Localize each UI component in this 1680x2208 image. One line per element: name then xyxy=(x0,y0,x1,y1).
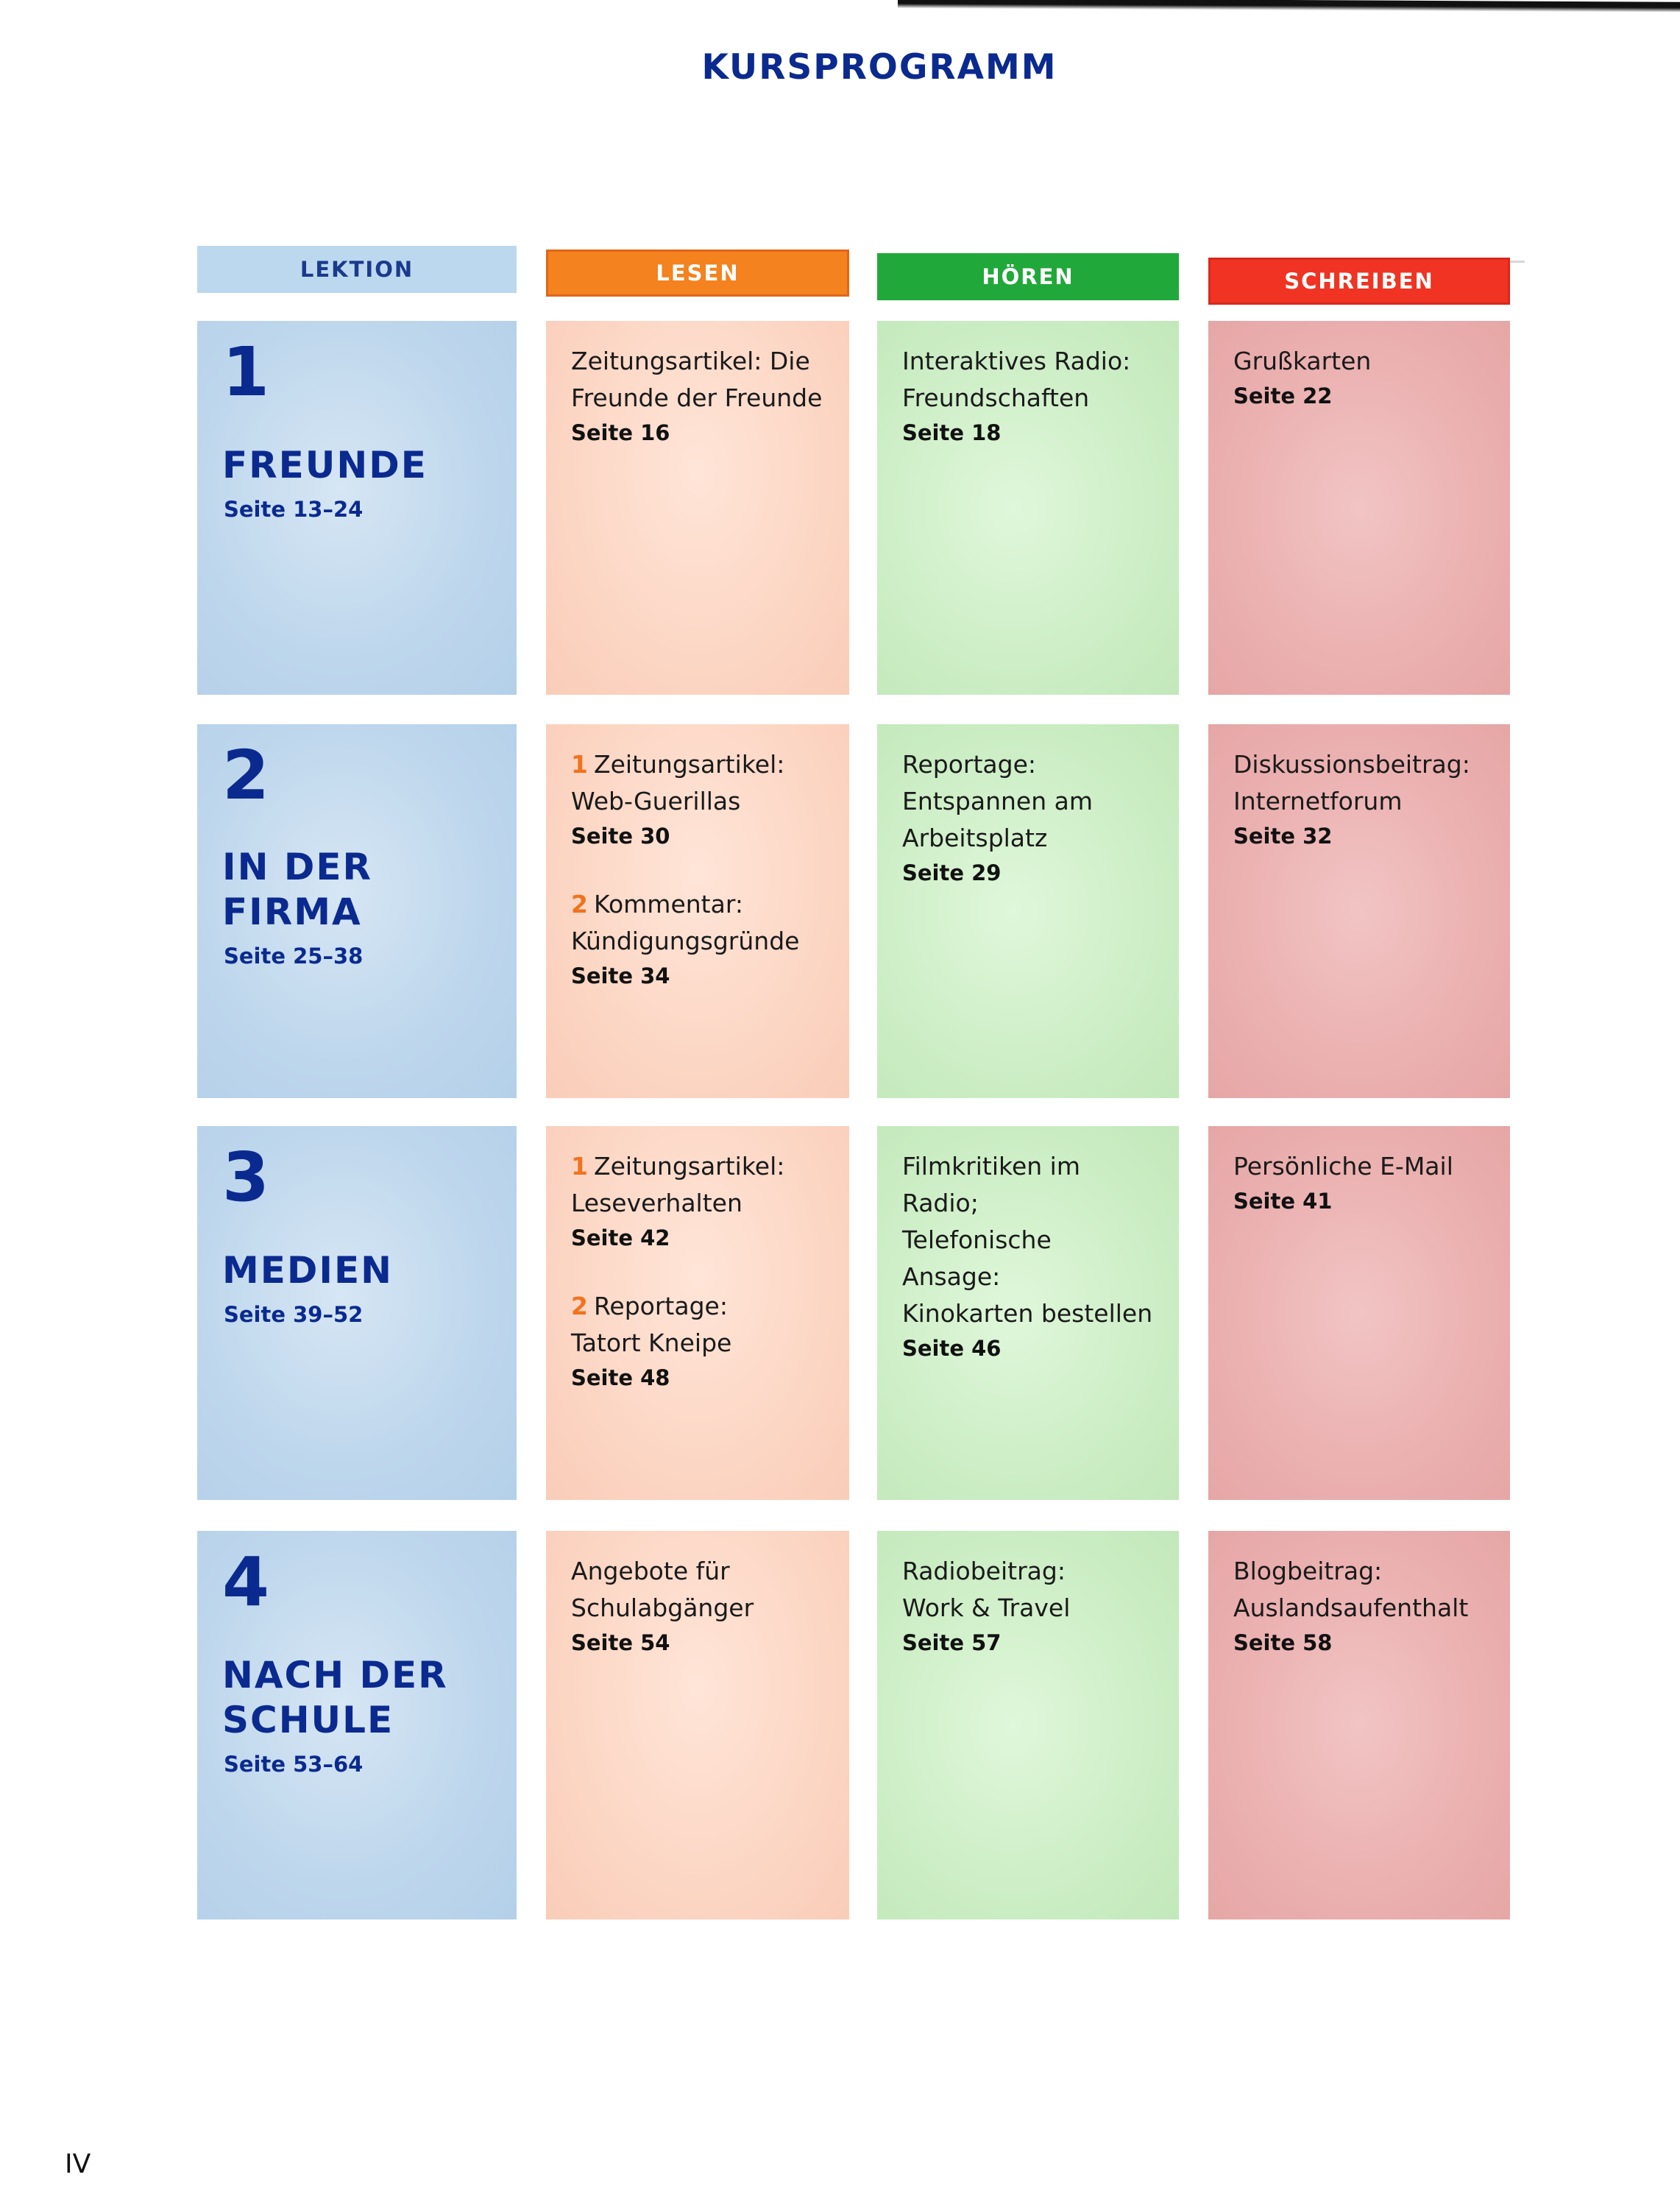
entry-page: Seite 46 xyxy=(902,1336,1002,1361)
lesen-entry xyxy=(571,886,824,992)
hoeren-entry xyxy=(902,343,1154,449)
entry-line: Web-Guerillas xyxy=(571,787,741,815)
hoeren-entry xyxy=(902,746,1154,889)
lesen-cell-2 xyxy=(546,724,849,1098)
entry-text xyxy=(571,1148,824,1222)
lesen-cell-1 xyxy=(546,321,849,695)
entry-line: Tatort Kneipe xyxy=(571,1328,732,1357)
entry-line: Work & Travel xyxy=(902,1593,1071,1622)
lektion-title-line: IN DER xyxy=(222,846,373,888)
entry-line: Schulabgänger xyxy=(571,1593,754,1622)
lesen-entry xyxy=(571,746,824,852)
schreiben-cell-2 xyxy=(1208,724,1510,1098)
entry-line: Blogbeitrag: xyxy=(1233,1557,1383,1585)
entry-line: Zeitungsartikel: Die xyxy=(571,347,810,375)
entry-line: Kinokarten bestellen xyxy=(902,1299,1153,1328)
lektion-pages: Seite 13–24 xyxy=(224,497,364,522)
entry-line-text: Zeitungsartikel: xyxy=(593,1152,785,1181)
entry-page: Seite 54 xyxy=(571,1630,670,1655)
entry-number: 1 xyxy=(571,1152,588,1181)
header-lesen: LESEN xyxy=(546,250,849,297)
lektion-pages: Seite 39–52 xyxy=(224,1302,364,1327)
entry-line: Interaktives Radio: xyxy=(902,347,1131,375)
entry-text xyxy=(1233,343,1485,380)
lektion-number: 3 xyxy=(222,1138,270,1217)
entry-page: Seite 58 xyxy=(1233,1630,1333,1655)
entry-page: Seite 41 xyxy=(1233,1189,1333,1214)
hoeren-cell-2 xyxy=(877,724,1179,1098)
entry-line: Telefonische Ansage: xyxy=(902,1225,1052,1291)
entry-page: Seite 57 xyxy=(902,1630,1002,1655)
entry-line xyxy=(571,886,824,923)
hoeren-entry xyxy=(902,1148,1154,1365)
entry-line: Internetforum xyxy=(1233,787,1403,815)
entry-line: Grußkarten xyxy=(1233,347,1372,375)
entry-text xyxy=(571,746,824,820)
entry-number: 2 xyxy=(571,1292,588,1320)
entry-text xyxy=(1233,1148,1485,1185)
entry-line: Freunde der Freunde xyxy=(571,383,823,412)
lektion-pages: Seite 53–64 xyxy=(224,1752,364,1777)
entry-page: Seite 34 xyxy=(571,963,670,988)
lektion-cell-1 xyxy=(197,321,517,695)
schreiben-entry xyxy=(1233,343,1485,412)
entry-line xyxy=(571,1288,824,1325)
entry-line: Reportage: xyxy=(902,750,1036,779)
lesen-entry xyxy=(571,1148,824,1254)
entry-line: Persönliche E-Mail xyxy=(1233,1152,1453,1181)
header-schreiben: SCHREIBEN xyxy=(1208,258,1510,305)
page-edge-shadow xyxy=(898,0,1680,13)
entry-line: Auslandsaufenthalt xyxy=(1233,1593,1469,1622)
schreiben-cell-4 xyxy=(1208,1531,1510,1919)
lektion-title-line: FIRMA xyxy=(222,891,362,933)
lektion-pages: Seite 25–38 xyxy=(224,944,364,969)
entry-line xyxy=(571,1148,824,1185)
entry-text xyxy=(902,746,1154,857)
page-title: KURSPROGRAMM xyxy=(701,47,1057,88)
entry-line: Freundschaften xyxy=(902,383,1090,412)
lektion-title xyxy=(222,1653,492,1743)
entry-text xyxy=(1233,746,1485,820)
schreiben-cell-3 xyxy=(1208,1126,1510,1500)
entry-text xyxy=(1233,1553,1485,1627)
entry-line: Radiobeitrag: xyxy=(902,1557,1066,1585)
lektion-title-line: SCHULE xyxy=(222,1699,394,1741)
page-number: IV xyxy=(65,2149,91,2179)
lektion-cell-3 xyxy=(197,1126,517,1500)
entry-page: Seite 22 xyxy=(1233,383,1333,408)
entry-line: Diskussionsbeitrag: xyxy=(1233,750,1470,779)
lektion-cell-4 xyxy=(197,1531,517,1919)
lesen-cell-4 xyxy=(546,1531,849,1919)
header-hoeren: HÖREN xyxy=(877,253,1179,300)
entry-text xyxy=(902,1553,1154,1627)
entry-line-text: Zeitungsartikel: xyxy=(593,750,785,779)
entry-line: Leseverhalten xyxy=(571,1189,742,1217)
lektion-title-line: NACH DER xyxy=(222,1654,448,1696)
entry-page: Seite 18 xyxy=(902,420,1002,445)
entry-line-text: Reportage: xyxy=(593,1292,728,1320)
lesen-entry xyxy=(571,343,824,449)
entry-page: Seite 32 xyxy=(1233,824,1333,849)
hoeren-cell-1 xyxy=(877,321,1179,695)
entry-text xyxy=(902,343,1154,417)
hoeren-entry xyxy=(902,1553,1154,1659)
entry-line: Entspannen am xyxy=(902,787,1093,815)
entry-number: 1 xyxy=(571,750,588,779)
schreiben-cell-1 xyxy=(1208,321,1510,695)
hoeren-cell-4 xyxy=(877,1531,1179,1919)
entry-line: Angebote für xyxy=(571,1557,730,1585)
hoeren-cell-3 xyxy=(877,1126,1179,1500)
entry-text xyxy=(902,1148,1154,1332)
entry-page: Seite 29 xyxy=(902,860,1002,885)
entry-page: Seite 30 xyxy=(571,824,670,849)
lesen-entry xyxy=(571,1553,824,1659)
lesen-cell-3 xyxy=(546,1126,849,1500)
lektion-title: FREUNDE xyxy=(222,444,428,486)
lektion-number: 2 xyxy=(222,736,270,815)
lektion-number: 4 xyxy=(222,1543,270,1621)
entry-line: Kündigungsgründe xyxy=(571,927,800,955)
entry-page: Seite 48 xyxy=(571,1365,670,1390)
header-rule xyxy=(1510,261,1525,263)
entry-text xyxy=(571,343,824,417)
lektion-cell-2 xyxy=(197,724,517,1098)
schreiben-entry xyxy=(1233,746,1485,852)
entry-page: Seite 42 xyxy=(571,1225,670,1250)
lektion-title: MEDIEN xyxy=(222,1249,394,1292)
header-lektion: LEKTION xyxy=(197,246,517,293)
entry-line-text: Kommentar: xyxy=(593,890,743,919)
entry-line: Arbeitsplatz xyxy=(902,824,1048,852)
schreiben-entry xyxy=(1233,1148,1485,1217)
entry-line xyxy=(571,746,824,783)
lektion-title xyxy=(222,845,492,935)
lesen-entry xyxy=(571,1288,824,1394)
entry-page: Seite 16 xyxy=(571,420,670,445)
entry-text xyxy=(571,886,824,960)
lektion-number: 1 xyxy=(222,333,270,411)
entry-text xyxy=(571,1553,824,1627)
entry-line: Filmkritiken im Radio; xyxy=(902,1152,1080,1217)
schreiben-entry xyxy=(1233,1553,1485,1659)
entry-number: 2 xyxy=(571,890,588,919)
entry-text xyxy=(571,1288,824,1362)
